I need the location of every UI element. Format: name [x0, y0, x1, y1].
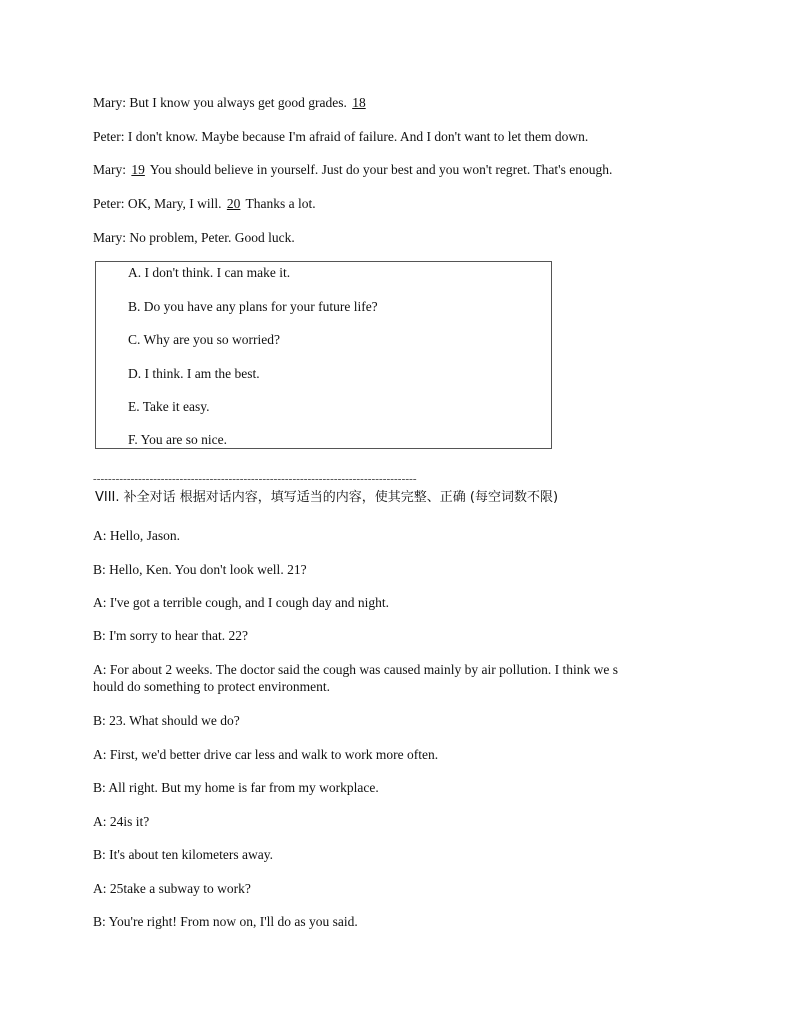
dialogue-line: A: First, we'd better drive car less and walk to work more often.	[93, 747, 439, 762]
speaker: Mary:	[93, 162, 126, 177]
option-e: E. Take it easy.	[128, 399, 210, 414]
dialogue-line: B: I'm sorry to hear that. 22?	[93, 628, 249, 643]
dialogue-line-continued: hould do something to protect environment.	[93, 679, 330, 694]
line-text: Thanks a lot.	[245, 196, 316, 211]
dialogue-line: A: 24is it?	[93, 814, 150, 829]
option-f: F. You are so nice.	[128, 432, 228, 447]
speaker: Mary:	[93, 230, 126, 245]
line-text: OK, Mary, I will.	[127, 196, 222, 211]
dialogue-line	[93, 162, 612, 178]
option-a: A. I don't think. I can make it.	[128, 265, 291, 280]
dialogue-line	[93, 95, 368, 111]
dialogue-line: A: 25take a subway to work?	[93, 881, 251, 896]
line-text: I don't know. Maybe because I'm afraid of failure. And I don't want to let them down.	[127, 129, 589, 144]
speaker: Mary:	[93, 95, 126, 110]
blank-number: 20	[226, 196, 241, 211]
line-text: No problem, Peter. Good luck.	[129, 230, 295, 245]
section-divider: --------------------------------------------------------------------------------------	[93, 473, 417, 485]
dialogue-line	[93, 230, 295, 246]
blank-number: 19	[131, 162, 145, 177]
speaker: Peter:	[93, 196, 125, 211]
dialogue-line: B: You're right! From now on, I'll do as you said.	[93, 914, 358, 929]
dialogue-line	[93, 129, 588, 145]
speaker: Peter:	[93, 129, 125, 144]
dialogue-line: B: Hello, Ken. You don't look well. 21?	[93, 562, 307, 577]
options-box	[95, 261, 552, 449]
section-heading: VIII. 补全对话 根据对话内容，填写适当的内容，使其完整、正确 (每空词数不限)	[95, 490, 559, 505]
dialogue-line: B: It's about ten kilometers away.	[93, 847, 274, 862]
option-b: B. Do you have any plans for your future life?	[128, 299, 378, 314]
dialogue-line: B: 23. What should we do?	[93, 713, 240, 728]
blank-number: 18	[352, 95, 366, 110]
dialogue-line: A: Hello, Jason.	[93, 528, 180, 543]
option-d: D. I think. I am the best.	[128, 366, 260, 381]
dialogue-line: A: I've got a terrible cough, and I cough day and night.	[93, 595, 389, 610]
line-text: But I know you always get good grades.	[129, 95, 347, 110]
dialogue-line	[93, 196, 316, 212]
option-c: C. Why are you so worried?	[128, 332, 280, 347]
line-text: You should believe in yourself. Just do your best and you won't regret. That's enough.	[149, 162, 613, 177]
dialogue-line: A: For about 2 weeks. The doctor said the cough was caused mainly by air pollution. I think we s	[93, 662, 619, 677]
dialogue-line: B: All right. But my home is far from my workplace.	[93, 780, 379, 795]
